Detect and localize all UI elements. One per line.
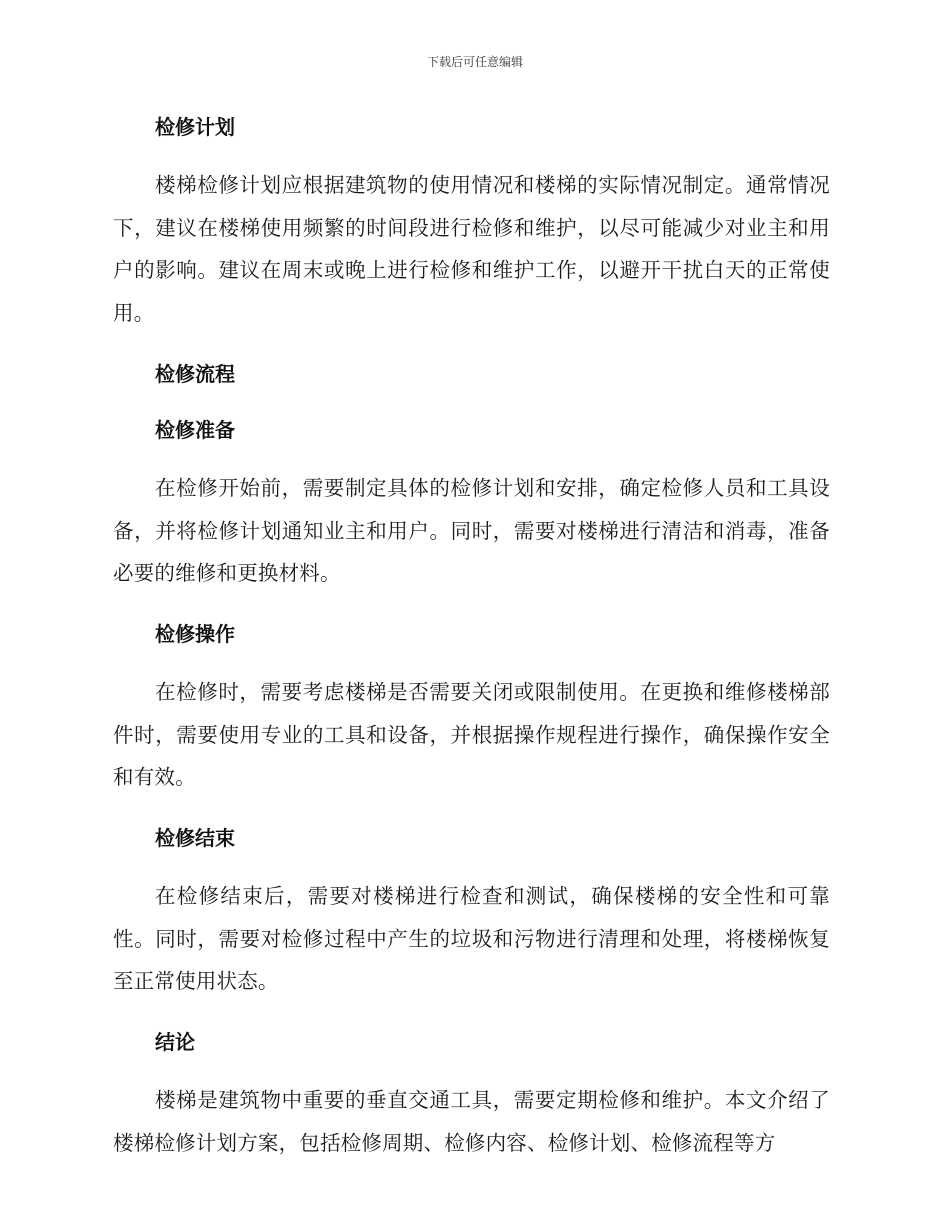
section-heading-preparation: 检修准备 [155, 417, 235, 442]
section-paragraph-completion: 在检修结束后，需要对楼梯进行检查和测试，确保楼梯的安全性和可靠性。同时，需要对检修过程中产生的垃圾和污物进行清理和处理，将楼梯恢复至正常使用状态。 [113, 884, 830, 994]
section-heading-completion: 检修结束 [155, 826, 235, 851]
section-paragraph-operation: 在检修时，需要考虑楼梯是否需要关闭或限制使用。在更换和维修楼梯部件时，需要使用专业的工具和设备，并根据操作规程进行操作，确保操作安全和有效。 [113, 679, 830, 790]
section-paragraph-conclusion: 楼梯是建筑物中重要的垂直交通工具，需要定期检修和维护。本文介绍了楼梯检修计划方案，包括检修周期、检修内容、检修计划、检修流程等方 [113, 1088, 830, 1155]
section-heading-repair-process: 检修流程 [155, 361, 235, 386]
section-paragraph-repair-plan: 楼梯检修计划应根据建筑物的使用情况和楼梯的实际情况制定。通常情况下，建议在楼梯使用频繁的时间段进行检修和维护，以尽可能减少对业主和用户的影响。建议在周末或晚上进行检修和维护工作，以避开干扰白天的正常使用。 [113, 173, 830, 326]
section-paragraph-preparation: 在检修开始前，需要制定具体的检修计划和安排，确定检修人员和工具设备，并将检修计划通知业主和用户。同时，需要对楼梯进行清洁和消毒，准备必要的维修和更换材料。 [113, 475, 830, 586]
document-body [113, 108, 830, 1185]
section-heading-repair-plan: 检修计划 [155, 115, 235, 139]
section-heading-operation: 检修操作 [155, 621, 235, 646]
page-header: 下载后可任意编辑 [426, 55, 523, 69]
section-heading-conclusion: 结论 [155, 1030, 195, 1055]
